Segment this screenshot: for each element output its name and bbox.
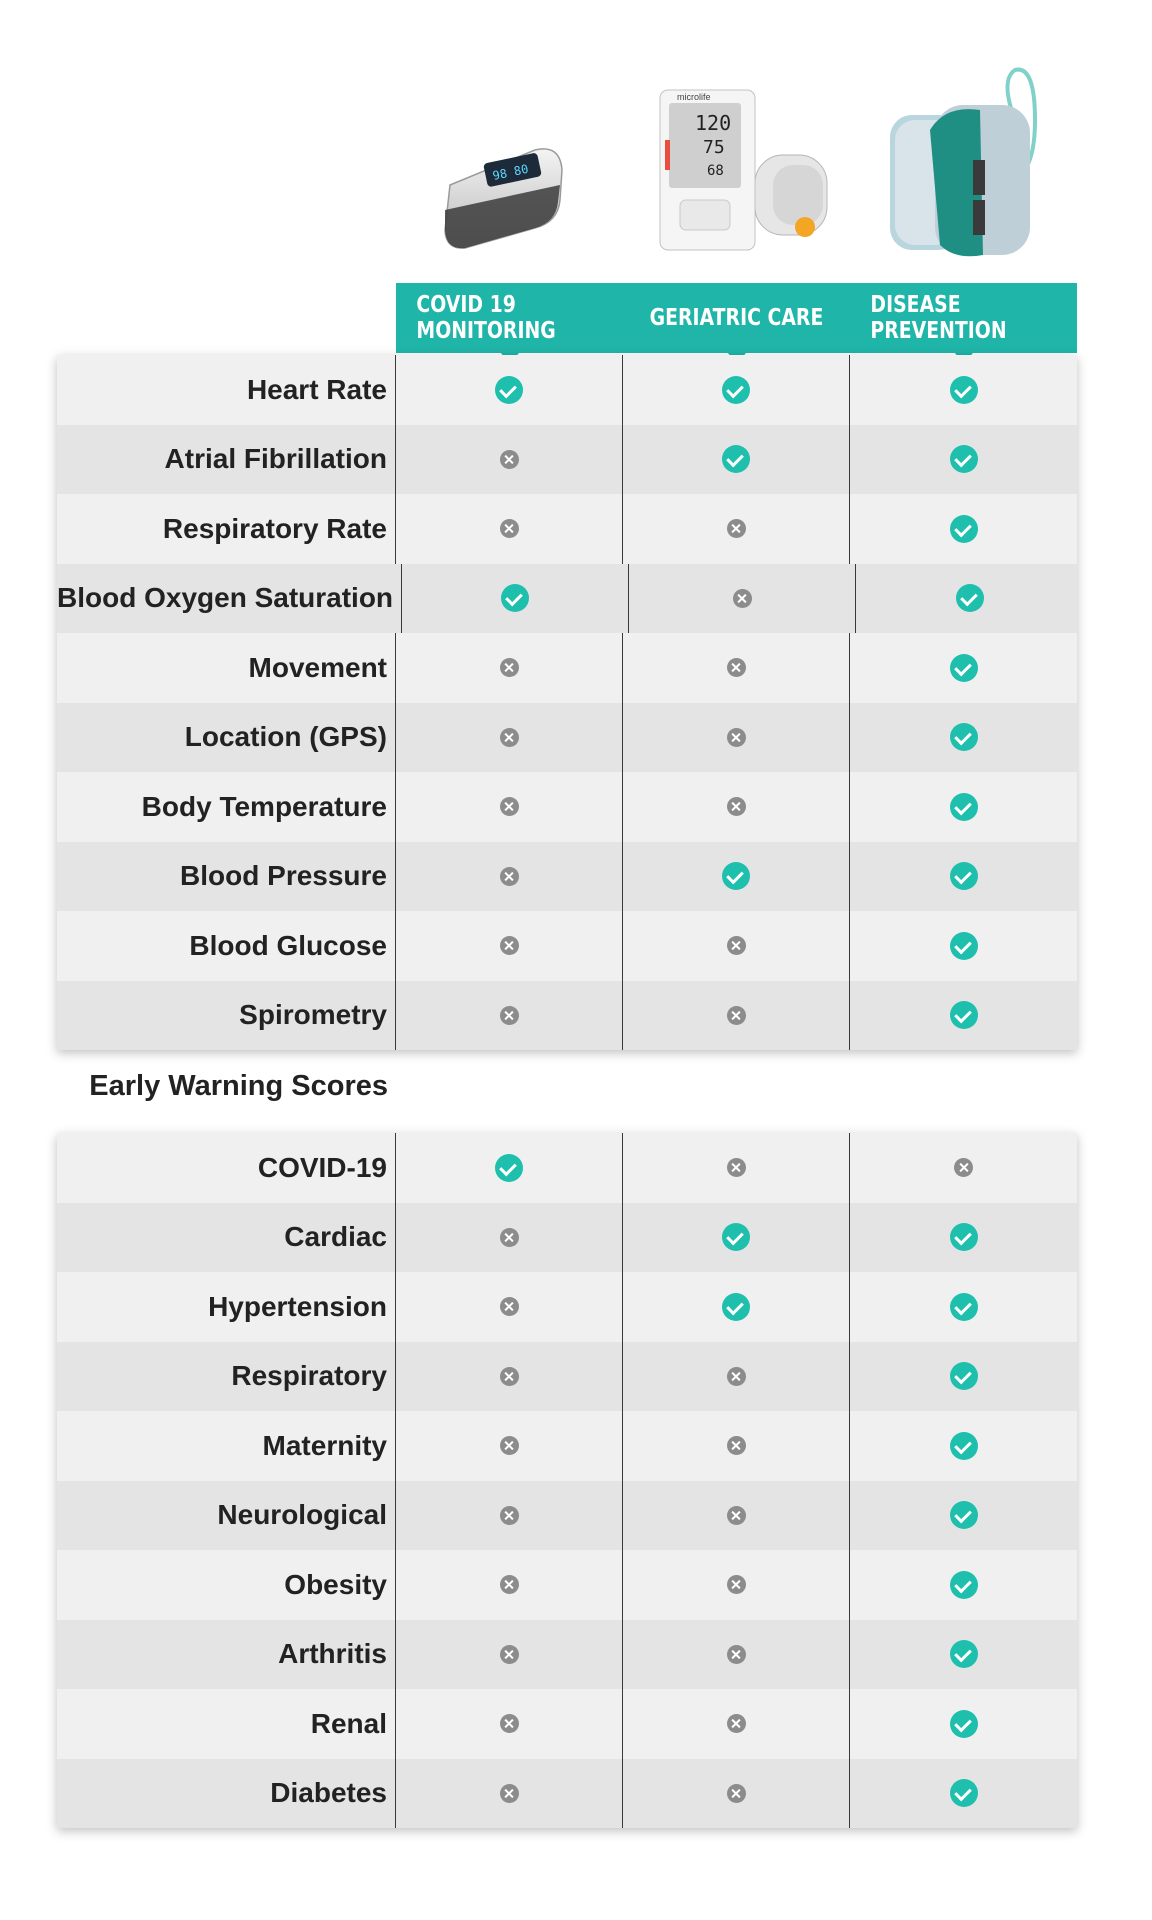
row-label: Neurological	[57, 1481, 396, 1551]
table-cell	[396, 703, 623, 773]
table-cell	[623, 1342, 850, 1412]
row-label: Arthritis	[57, 1620, 396, 1690]
table-row	[57, 772, 1077, 842]
cross-icon	[727, 728, 746, 747]
row-label: Heart Rate	[57, 355, 396, 425]
table-cell	[623, 842, 850, 912]
cross-icon	[500, 867, 519, 886]
table-cell	[850, 1133, 1077, 1203]
table-cell	[623, 981, 850, 1051]
table-row	[57, 494, 1077, 564]
table-cell	[850, 1272, 1077, 1342]
check-icon	[950, 515, 978, 543]
row-label: Atrial Fibrillation	[57, 425, 396, 495]
table-row	[57, 1689, 1077, 1759]
table-cell	[629, 564, 856, 634]
early-warning-title: Early Warning Scores	[89, 1070, 388, 1102]
table-cell	[623, 1481, 850, 1551]
cross-icon	[954, 1158, 973, 1177]
cross-icon	[727, 1714, 746, 1733]
table-cell	[623, 1689, 850, 1759]
cross-icon	[727, 797, 746, 816]
cross-icon	[500, 936, 519, 955]
table-cell	[396, 1689, 623, 1759]
table-cell	[850, 425, 1077, 495]
row-label: Blood Pressure	[57, 842, 396, 912]
table-cell	[396, 772, 623, 842]
check-icon	[950, 1001, 978, 1029]
cross-icon	[727, 1784, 746, 1803]
cross-icon	[500, 1436, 519, 1455]
check-icon	[501, 584, 529, 612]
table-cell	[396, 1133, 623, 1203]
check-icon	[722, 1223, 750, 1251]
table-cell	[623, 1133, 850, 1203]
table-cell	[396, 981, 623, 1051]
cross-icon	[500, 1006, 519, 1025]
wearable-monitor-image	[885, 60, 1060, 260]
cross-icon	[500, 1645, 519, 1664]
row-label: Spirometry	[57, 981, 396, 1051]
monitor-brand: microlife	[677, 92, 711, 102]
table-cell	[850, 842, 1077, 912]
check-icon	[950, 1779, 978, 1807]
row-label: Respiratory	[57, 1342, 396, 1412]
reading-systolic: 120	[695, 111, 732, 135]
table-cell	[850, 633, 1077, 703]
table-cell	[850, 981, 1077, 1051]
cross-icon	[500, 1297, 519, 1316]
table-cell	[396, 1550, 623, 1620]
table-row	[57, 425, 1077, 495]
table-cell	[396, 494, 623, 564]
row-label: Blood Oxygen Saturation	[57, 564, 402, 634]
cross-icon	[500, 1575, 519, 1594]
check-icon	[950, 376, 978, 404]
cross-icon	[500, 1367, 519, 1386]
table-cell	[850, 911, 1077, 981]
row-label: Cardiac	[57, 1203, 396, 1273]
column-header-bar	[396, 283, 1077, 353]
cross-icon	[500, 450, 519, 469]
cross-icon	[727, 658, 746, 677]
cross-icon	[733, 589, 752, 608]
vitals-table	[57, 355, 1077, 1050]
check-icon	[722, 1293, 750, 1321]
table-cell	[396, 1411, 623, 1481]
check-icon	[495, 1154, 523, 1182]
check-icon	[722, 445, 750, 473]
check-icon	[950, 1293, 978, 1321]
table-cell	[396, 1481, 623, 1551]
check-icon	[950, 1640, 978, 1668]
table-cell	[850, 1759, 1077, 1829]
cross-icon	[727, 1158, 746, 1177]
table-row	[57, 911, 1077, 981]
table-cell	[856, 564, 1083, 634]
cross-icon	[727, 1006, 746, 1025]
table-cell	[850, 1481, 1077, 1551]
check-icon	[950, 862, 978, 890]
row-label: Location (GPS)	[57, 703, 396, 773]
table-cell	[850, 355, 1077, 425]
table-cell	[850, 1620, 1077, 1690]
table-cell	[623, 633, 850, 703]
check-icon	[950, 1571, 978, 1599]
cross-icon	[727, 519, 746, 538]
table-cell	[850, 703, 1077, 773]
row-label: Renal	[57, 1689, 396, 1759]
table-row	[57, 842, 1077, 912]
check-icon	[950, 445, 978, 473]
cross-icon	[500, 1228, 519, 1247]
check-icon	[950, 1432, 978, 1460]
table-cell	[396, 355, 623, 425]
table-cell	[850, 1550, 1077, 1620]
table-cell	[396, 633, 623, 703]
table-cell	[623, 1550, 850, 1620]
table-cell	[623, 1411, 850, 1481]
row-label: Respiratory Rate	[57, 494, 396, 564]
cross-icon	[727, 1436, 746, 1455]
cross-icon	[500, 797, 519, 816]
table-cell	[850, 772, 1077, 842]
cross-icon	[727, 936, 746, 955]
check-icon	[722, 862, 750, 890]
cross-icon	[500, 519, 519, 538]
cross-icon	[500, 1714, 519, 1733]
oximeter-screen-text: 98 80	[491, 161, 530, 183]
table-row	[57, 564, 1077, 634]
cross-icon	[727, 1645, 746, 1664]
table-row	[57, 1272, 1077, 1342]
table-row	[57, 1411, 1077, 1481]
cross-icon	[500, 1506, 519, 1525]
reading-diastolic: 75	[703, 137, 725, 158]
table-row	[57, 1133, 1077, 1203]
table-cell	[623, 703, 850, 773]
column-header-label: GERIATRIC CARE	[649, 305, 824, 331]
table-cell	[623, 1759, 850, 1829]
column-header-covid	[416, 283, 602, 353]
table-cell	[623, 1620, 850, 1690]
table-row	[57, 1759, 1077, 1829]
column-header-prevention	[870, 283, 1056, 353]
table-cell	[850, 1203, 1077, 1273]
table-row	[57, 703, 1077, 773]
cross-icon	[500, 728, 519, 747]
row-label: Body Temperature	[57, 772, 396, 842]
table-cell	[850, 494, 1077, 564]
column-header-geriatric	[643, 283, 829, 353]
blood-pressure-monitor-image	[655, 85, 830, 255]
check-icon	[722, 376, 750, 404]
cross-icon	[727, 1367, 746, 1386]
row-label: Hypertension	[57, 1272, 396, 1342]
check-icon	[950, 1710, 978, 1738]
table-cell	[623, 425, 850, 495]
column-header-label: DISEASE PREVENTION	[870, 292, 1007, 344]
table-cell	[623, 772, 850, 842]
row-label: Blood Glucose	[57, 911, 396, 981]
table-row	[57, 1550, 1077, 1620]
cross-icon	[727, 1506, 746, 1525]
check-icon	[495, 376, 523, 404]
check-icon	[956, 584, 984, 612]
row-label: Maternity	[57, 1411, 396, 1481]
check-icon	[950, 793, 978, 821]
row-label: COVID-19	[57, 1133, 396, 1203]
table-cell	[396, 1342, 623, 1412]
table-row	[57, 1203, 1077, 1273]
row-label: Diabetes	[57, 1759, 396, 1829]
cross-icon	[500, 658, 519, 677]
table-cell	[396, 911, 623, 981]
early-warning-table	[57, 1133, 1077, 1828]
row-label: Obesity	[57, 1550, 396, 1620]
reading-pulse: 68	[707, 163, 724, 179]
table-cell	[623, 355, 850, 425]
check-icon	[950, 654, 978, 682]
table-cell	[623, 494, 850, 564]
table-cell	[623, 911, 850, 981]
column-header-label: COVID 19 MONITORING	[416, 292, 556, 344]
check-icon	[950, 1223, 978, 1251]
pulse-oximeter-image	[440, 130, 570, 255]
table-cell	[396, 1759, 623, 1829]
table-cell	[850, 1342, 1077, 1412]
check-icon	[950, 723, 978, 751]
table-row	[57, 981, 1077, 1051]
cross-icon	[727, 1575, 746, 1594]
table-cell	[396, 425, 623, 495]
table-row	[57, 1342, 1077, 1412]
table-cell	[396, 1272, 623, 1342]
table-row	[57, 355, 1077, 425]
table-cell	[402, 564, 629, 634]
cross-icon	[500, 1784, 519, 1803]
row-label: Movement	[57, 633, 396, 703]
table-row	[57, 633, 1077, 703]
check-icon	[950, 1501, 978, 1529]
table-cell	[850, 1689, 1077, 1759]
table-cell	[396, 1203, 623, 1273]
table-row	[57, 1481, 1077, 1551]
table-cell	[396, 842, 623, 912]
table-row	[57, 1620, 1077, 1690]
table-cell	[396, 1620, 623, 1690]
table-cell	[623, 1272, 850, 1342]
check-icon	[950, 932, 978, 960]
table-cell	[623, 1203, 850, 1273]
check-icon	[950, 1362, 978, 1390]
table-cell	[850, 1411, 1077, 1481]
